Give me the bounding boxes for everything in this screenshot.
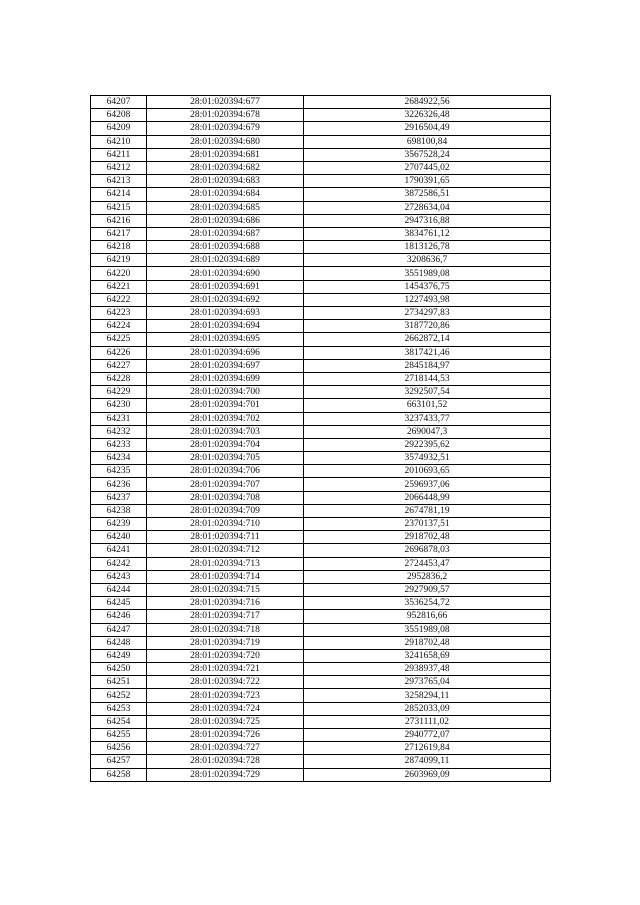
table-row	[91, 201, 551, 214]
cadastral-value-cell: 3241658,69	[304, 649, 551, 662]
row-number-cell: 64239	[91, 518, 147, 531]
row-number-cell: 64217	[91, 227, 147, 240]
cadastral-number-cell: 28:01:020394:716	[147, 597, 304, 610]
row-number-cell: 64245	[91, 597, 147, 610]
cadastral-value-cell: 2370137,51	[304, 518, 551, 531]
table-row	[91, 649, 551, 662]
cadastral-number-cell: 28:01:020394:701	[147, 399, 304, 412]
row-number-cell: 64233	[91, 438, 147, 451]
cadastral-number-cell: 28:01:020394:724	[147, 702, 304, 715]
row-number-cell: 64247	[91, 623, 147, 636]
row-number-cell: 64208	[91, 109, 147, 122]
cadastral-value-cell: 2010693,65	[304, 465, 551, 478]
row-number-cell: 64243	[91, 570, 147, 583]
cadastral-number-cell: 28:01:020394:723	[147, 689, 304, 702]
table-row	[91, 188, 551, 201]
cadastral-number-cell: 28:01:020394:677	[147, 96, 304, 109]
cadastral-number-cell: 28:01:020394:695	[147, 333, 304, 346]
row-number-cell: 64215	[91, 201, 147, 214]
row-number-cell: 64211	[91, 148, 147, 161]
row-number-cell: 64231	[91, 412, 147, 425]
cadastral-number-cell: 28:01:020394:692	[147, 293, 304, 306]
cadastral-value-cell: 2696878,03	[304, 544, 551, 557]
cadastral-number-cell: 28:01:020394:679	[147, 122, 304, 135]
row-number-cell: 64246	[91, 610, 147, 623]
cadastral-value-cell: 3817421,46	[304, 346, 551, 359]
cadastral-value-cell: 2918702,48	[304, 531, 551, 544]
cadastral-value-cell: 952816,66	[304, 610, 551, 623]
table-row	[91, 702, 551, 715]
row-number-cell: 64225	[91, 333, 147, 346]
table-row	[91, 715, 551, 728]
cadastral-number-cell: 28:01:020394:684	[147, 188, 304, 201]
cadastral-value-cell: 2684922,56	[304, 96, 551, 109]
table-row	[91, 161, 551, 174]
row-number-cell: 64210	[91, 135, 147, 148]
cadastral-number-cell: 28:01:020394:708	[147, 491, 304, 504]
table-row	[91, 346, 551, 359]
table-row	[91, 280, 551, 293]
table-row	[91, 729, 551, 742]
row-number-cell: 64252	[91, 689, 147, 702]
row-number-cell: 64226	[91, 346, 147, 359]
cadastral-value-cell: 3872586,51	[304, 188, 551, 201]
cadastral-number-cell: 28:01:020394:688	[147, 241, 304, 254]
table-row	[91, 96, 551, 109]
row-number-cell: 64244	[91, 583, 147, 596]
cadastral-number-cell: 28:01:020394:713	[147, 557, 304, 570]
cadastral-value-cell: 3226326,48	[304, 109, 551, 122]
table-row	[91, 122, 551, 135]
table-row	[91, 386, 551, 399]
row-number-cell: 64207	[91, 96, 147, 109]
row-number-cell: 64229	[91, 386, 147, 399]
cadastral-value-cell: 2690047,3	[304, 425, 551, 438]
cadastral-number-cell: 28:01:020394:718	[147, 623, 304, 636]
cadastral-value-cell: 2603969,09	[304, 768, 551, 781]
cadastral-value-cell: 2938937,48	[304, 663, 551, 676]
cadastral-number-cell: 28:01:020394:690	[147, 267, 304, 280]
cadastral-number-cell: 28:01:020394:722	[147, 676, 304, 689]
table-row	[91, 399, 551, 412]
row-number-cell: 64258	[91, 768, 147, 781]
cadastral-value-cell: 2916504,49	[304, 122, 551, 135]
table-row	[91, 663, 551, 676]
cadastral-number-cell: 28:01:020394:694	[147, 320, 304, 333]
table-row	[91, 254, 551, 267]
cadastral-number-cell: 28:01:020394:709	[147, 504, 304, 517]
row-number-cell: 64220	[91, 267, 147, 280]
cadastral-number-cell: 28:01:020394:693	[147, 307, 304, 320]
row-number-cell: 64212	[91, 161, 147, 174]
table-row	[91, 267, 551, 280]
row-number-cell: 64236	[91, 478, 147, 491]
cadastral-value-cell: 3237433,77	[304, 412, 551, 425]
row-number-cell: 64249	[91, 649, 147, 662]
row-number-cell: 64232	[91, 425, 147, 438]
row-number-cell: 64223	[91, 307, 147, 320]
cadastral-number-cell: 28:01:020394:714	[147, 570, 304, 583]
table-row	[91, 465, 551, 478]
table-row	[91, 689, 551, 702]
cadastral-number-cell: 28:01:020394:689	[147, 254, 304, 267]
table-row	[91, 372, 551, 385]
table-body	[91, 96, 551, 782]
table-row	[91, 359, 551, 372]
cadastral-value-cell: 2707445,02	[304, 161, 551, 174]
row-number-cell: 64248	[91, 636, 147, 649]
cadastral-value-cell: 2940772,07	[304, 729, 551, 742]
table-row	[91, 504, 551, 517]
cadastral-value-cell: 2674781,19	[304, 504, 551, 517]
cadastral-number-cell: 28:01:020394:721	[147, 663, 304, 676]
cadastral-number-cell: 28:01:020394:728	[147, 755, 304, 768]
table-row	[91, 518, 551, 531]
cadastral-value-cell: 2728634,04	[304, 201, 551, 214]
cadastral-number-cell: 28:01:020394:729	[147, 768, 304, 781]
row-number-cell: 64219	[91, 254, 147, 267]
cadastral-value-cell: 3567528,24	[304, 148, 551, 161]
table-row	[91, 307, 551, 320]
cadastral-number-cell: 28:01:020394:715	[147, 583, 304, 596]
cadastral-number-cell: 28:01:020394:696	[147, 346, 304, 359]
cadastral-value-cell: 2927909,57	[304, 583, 551, 596]
cadastral-value-cell: 2973765,04	[304, 676, 551, 689]
cadastral-value-cell: 3258294,11	[304, 689, 551, 702]
table-row	[91, 544, 551, 557]
cadastral-number-cell: 28:01:020394:717	[147, 610, 304, 623]
row-number-cell: 64256	[91, 742, 147, 755]
row-number-cell: 64214	[91, 188, 147, 201]
cadastral-value-cell: 2731111,02	[304, 715, 551, 728]
table-row	[91, 438, 551, 451]
row-number-cell: 64213	[91, 175, 147, 188]
cadastral-value-cell: 663101,52	[304, 399, 551, 412]
table-row	[91, 623, 551, 636]
table-row	[91, 135, 551, 148]
row-number-cell: 64251	[91, 676, 147, 689]
table-row	[91, 610, 551, 623]
cadastral-number-cell: 28:01:020394:680	[147, 135, 304, 148]
cadastral-value-table	[90, 95, 551, 782]
row-number-cell: 64222	[91, 293, 147, 306]
table-row	[91, 425, 551, 438]
row-number-cell: 64237	[91, 491, 147, 504]
table-row	[91, 214, 551, 227]
row-number-cell: 64228	[91, 372, 147, 385]
table-row	[91, 583, 551, 596]
row-number-cell: 64241	[91, 544, 147, 557]
cadastral-value-cell: 3208636,7	[304, 254, 551, 267]
row-number-cell: 64254	[91, 715, 147, 728]
table-row	[91, 597, 551, 610]
cadastral-number-cell: 28:01:020394:681	[147, 148, 304, 161]
cadastral-number-cell: 28:01:020394:710	[147, 518, 304, 531]
cadastral-value-cell: 2712619,84	[304, 742, 551, 755]
table-row	[91, 320, 551, 333]
cadastral-value-cell: 2918702,48	[304, 636, 551, 649]
table-row	[91, 109, 551, 122]
cadastral-number-cell: 28:01:020394:706	[147, 465, 304, 478]
table-row	[91, 452, 551, 465]
row-number-cell: 64209	[91, 122, 147, 135]
cadastral-value-cell: 698100,84	[304, 135, 551, 148]
cadastral-number-cell: 28:01:020394:707	[147, 478, 304, 491]
cadastral-number-cell: 28:01:020394:683	[147, 175, 304, 188]
table-row	[91, 148, 551, 161]
cadastral-value-cell: 3536254,72	[304, 597, 551, 610]
cadastral-value-cell: 3551989,08	[304, 623, 551, 636]
cadastral-value-cell: 2947316,88	[304, 214, 551, 227]
row-number-cell: 64221	[91, 280, 147, 293]
cadastral-number-cell: 28:01:020394:719	[147, 636, 304, 649]
cadastral-number-cell: 28:01:020394:700	[147, 386, 304, 399]
table-row	[91, 333, 551, 346]
cadastral-number-cell: 28:01:020394:691	[147, 280, 304, 293]
table-row	[91, 293, 551, 306]
table-row	[91, 175, 551, 188]
row-number-cell: 64235	[91, 465, 147, 478]
cadastral-number-cell: 28:01:020394:687	[147, 227, 304, 240]
cadastral-value-cell: 2724453,47	[304, 557, 551, 570]
cadastral-value-cell: 2734297,83	[304, 307, 551, 320]
row-number-cell: 64224	[91, 320, 147, 333]
cadastral-number-cell: 28:01:020394:702	[147, 412, 304, 425]
table-row	[91, 676, 551, 689]
cadastral-value-cell: 1454376,75	[304, 280, 551, 293]
cadastral-number-cell: 28:01:020394:711	[147, 531, 304, 544]
cadastral-value-cell: 3292507,54	[304, 386, 551, 399]
cadastral-number-cell: 28:01:020394:686	[147, 214, 304, 227]
table-row	[91, 742, 551, 755]
cadastral-number-cell: 28:01:020394:682	[147, 161, 304, 174]
table-row	[91, 491, 551, 504]
table-row	[91, 531, 551, 544]
row-number-cell: 64253	[91, 702, 147, 715]
cadastral-number-cell: 28:01:020394:712	[147, 544, 304, 557]
table-row	[91, 412, 551, 425]
row-number-cell: 64242	[91, 557, 147, 570]
table-row	[91, 478, 551, 491]
cadastral-value-cell: 1813126,78	[304, 241, 551, 254]
cadastral-number-cell: 28:01:020394:720	[147, 649, 304, 662]
cadastral-number-cell: 28:01:020394:727	[147, 742, 304, 755]
cadastral-value-cell: 3834761,12	[304, 227, 551, 240]
cadastral-number-cell: 28:01:020394:725	[147, 715, 304, 728]
row-number-cell: 64238	[91, 504, 147, 517]
cadastral-number-cell: 28:01:020394:699	[147, 372, 304, 385]
cadastral-number-cell: 28:01:020394:704	[147, 438, 304, 451]
cadastral-value-cell: 1790391,65	[304, 175, 551, 188]
row-number-cell: 64230	[91, 399, 147, 412]
cadastral-value-cell: 2066448,99	[304, 491, 551, 504]
cadastral-number-cell: 28:01:020394:705	[147, 452, 304, 465]
cadastral-value-cell: 2596937,06	[304, 478, 551, 491]
cadastral-number-cell: 28:01:020394:678	[147, 109, 304, 122]
table-row	[91, 557, 551, 570]
cadastral-value-cell: 2874099,11	[304, 755, 551, 768]
cadastral-number-cell: 28:01:020394:685	[147, 201, 304, 214]
cadastral-value-cell: 2718144,53	[304, 372, 551, 385]
row-number-cell: 64255	[91, 729, 147, 742]
row-number-cell: 64240	[91, 531, 147, 544]
cadastral-value-cell: 2845184,97	[304, 359, 551, 372]
table-row	[91, 755, 551, 768]
cadastral-number-cell: 28:01:020394:726	[147, 729, 304, 742]
table-row	[91, 241, 551, 254]
row-number-cell: 64234	[91, 452, 147, 465]
cadastral-value-cell: 2952836,2	[304, 570, 551, 583]
row-number-cell: 64227	[91, 359, 147, 372]
cadastral-value-cell: 1227493,98	[304, 293, 551, 306]
table-row	[91, 768, 551, 781]
cadastral-value-cell: 2662872,14	[304, 333, 551, 346]
table-row	[91, 570, 551, 583]
cadastral-number-cell: 28:01:020394:697	[147, 359, 304, 372]
cadastral-value-cell: 2852033,09	[304, 702, 551, 715]
row-number-cell: 64257	[91, 755, 147, 768]
row-number-cell: 64250	[91, 663, 147, 676]
cadastral-value-cell: 3574932,51	[304, 452, 551, 465]
cadastral-value-cell: 3187720,86	[304, 320, 551, 333]
table-row	[91, 227, 551, 240]
row-number-cell: 64216	[91, 214, 147, 227]
cadastral-value-cell: 2922395,62	[304, 438, 551, 451]
cadastral-number-cell: 28:01:020394:703	[147, 425, 304, 438]
cadastral-value-cell: 3551989,08	[304, 267, 551, 280]
table-row	[91, 636, 551, 649]
row-number-cell: 64218	[91, 241, 147, 254]
